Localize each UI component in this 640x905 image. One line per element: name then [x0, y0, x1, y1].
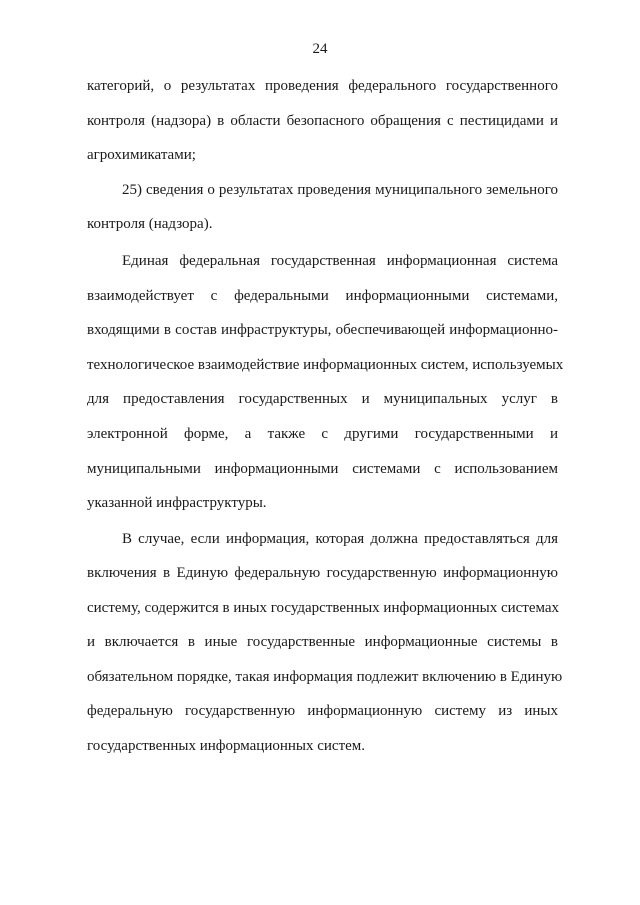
text-line: систему, содержится в иных государственных информационных системах: [87, 600, 560, 616]
text-line: включения в Единую федеральную государственную информационную: [87, 565, 558, 581]
text-line: федеральную государственную информационную систему из иных: [87, 703, 558, 719]
text-line: Единая федеральная государственная информационная система: [122, 253, 558, 269]
text-line: В случае, если информация, которая должна предоставляться для: [122, 531, 558, 547]
text-line: контроля (надзора).: [87, 216, 213, 232]
page-number: 24: [312, 41, 328, 57]
text-line: 25) сведения о результатах проведения муниципального земельного: [122, 182, 558, 198]
text-line: указанной инфраструктуры.: [87, 495, 267, 511]
text-line: и включается в иные государственные информационные системы в: [87, 634, 558, 650]
text-line: агрохимикатами;: [87, 147, 196, 163]
text-line: обязательном порядке, такая информация подлежит включению в Единую: [87, 669, 563, 685]
text-line: государственных информационных систем.: [87, 738, 366, 754]
text-line: взаимодействует с федеральными информационными системами,: [87, 288, 558, 304]
text-line: для предоставления государственных и муниципальных услуг в: [87, 391, 558, 407]
text-line: технологическое взаимодействие информационных систем, используемых: [87, 357, 564, 373]
text-line: контроля (надзора) в области безопасного обращения с пестицидами и: [87, 113, 558, 129]
text-line: электронной форме, а также с другими государственными и: [87, 426, 558, 442]
text-line: муниципальными информационными системами с использованием: [87, 461, 558, 477]
text-line: категорий, о результатах проведения федерального государственного: [87, 78, 558, 94]
text-line: входящими в состав инфраструктуры, обеспечивающей информационно-: [87, 322, 558, 338]
